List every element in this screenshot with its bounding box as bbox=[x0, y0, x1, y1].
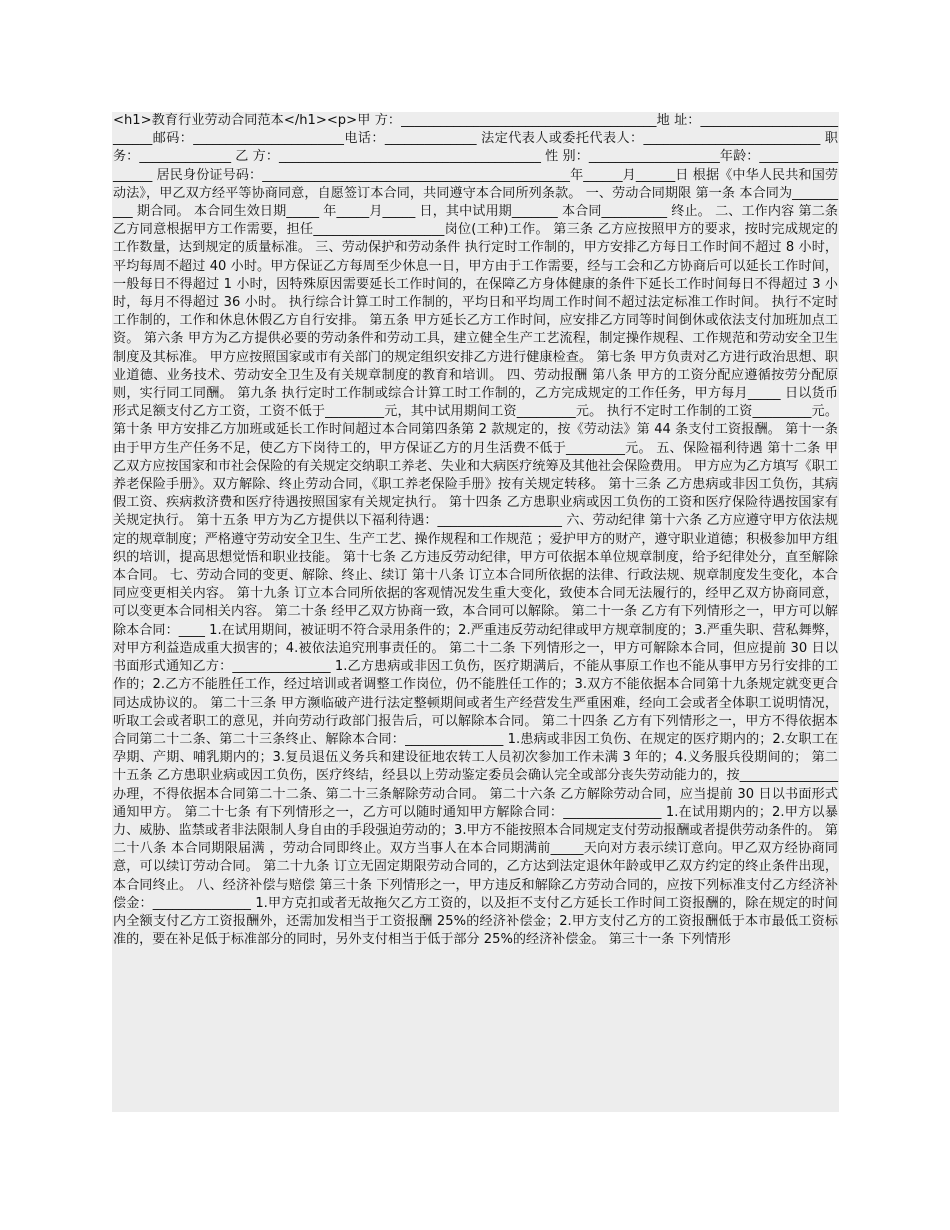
contract-body-text: <h1>教育行业劳动合同范本</h1><p>甲 方：_______________________________________地 址：___________________________邮码：_______________________电话：______________ 法定代表人或委托代表人：___________________________ 职务：______________ 乙 方：________________________________________ 性 别：____________________年龄：__________________ 居民身份证号码：_______________________________________________年______月______日 根据《中华人民共和国劳动法》，甲乙双方经平等协商同意，自愿签订本合同，共同遵守本合同所列条款。 一、劳动合同期限 第一条 本合同为__________ 期合同。 本合同生效日期_____ 年_____月_____ 日，其中试用期_______ 本合同__________ 终止。 二、工作内容 第二条 乙方同意根据甲方工作需要，担任____________________岗位(工种)工作。 第三条 乙方应按照甲方的要求，按时完成规定的工作数量，达到规定的质量标准。 三、劳动保护和劳动条件 执行定时工作制的，甲方安排乙方每日工作时间不超过 8 小时，平均每周不超过 40 小时。甲方保证乙方每周至少休息一日，甲方由于工作需要，经与工会和乙方协商后可以延长工作时间，一般每日不得超过 1 小时，因特殊原因需要延长工作时间的，在保障乙方身体健康的条件下延长工作时间每日不得超过 3 小时，每月不得超过 36 小时。 执行综合计算工时工作制的，平均日和平均周工作时间不超过法定标准工作时间。 执行不定时工作制的，工作和休息休假乙方自行安排。 第五条 甲方延长乙方工作时间，应安排乙方同等时间倒休或依法支付加班加点工资。 第六条 甲方为乙方提供必要的劳动条件和劳动工具，建立健全生产工艺流程，制定操作规程、工作规范和劳动安全卫生制度及其标准。 甲方应按照国家或市有关部门的规定组织安排乙方进行健康检查。 第七条 甲方负责对乙方进行政治思想、职业道德、业务技术、劳动安全卫生及有关规章制度的教育和培训。 四、劳动报酬 第八条 甲方的工资分配应遵循按劳分配原则，实行同工同酬。 第九条 执行定时工作制或综合计算工时工作制的，乙方完成规定的工作任务，甲方每月_____ 日以货币形式足额支付乙方工资，工资不低于_________元，其中试用期间工资_________元。 执行不定时工作制的工资_________元。 第十条 甲方安排乙方加班或延长工作时间超过本合同第四条第 2 款规定的，按《劳动法》第 44 条支付工资报酬。 第十一条 由于甲方生产任务不足，使乙方下岗待工的，甲方保证乙方的月生活费不低于_________元。 五、保险福利待遇 第十二条 甲乙双方应按国家和市社会保险的有关规定交纳职工养老、失业和大病医疗统筹及其他社会保险费用。 甲方应为乙方填写《职工养老保险手册》。双方解除、终止劳动合同，《职工养老保险手册》按有关规定转移。 第十三条 乙方患病或非因工负伤，其病假工资、疾病救济费和医疗待遇按照国家有关规定执行。 第十四条 乙方患职业病或因工负伤的工资和医疗保险待遇按国家有关规定执行。 第十五条 甲方为乙方提供以下福利待遇：___________________ 六、劳动纪律 第十六条 乙方应遵守甲方依法规定的规章制度；严格遵守劳动安全卫生、生产工艺、操作规程和工作规范 ；爱护甲方的财产，遵守职业道德；积极参加甲方组织的培训，提高思想觉悟和职业技能。 第十七条 乙方违反劳动纪律，甲方可依据本单位规章制度，给予纪律处分，直至解除本合同。 七、劳动合同的变更、解除、终止、续订 第十八条 订立本合同所依据的法律、行政法规、规章制度发生变化，本合同应变更相关内容。 第十九条 订立本合同所依据的客观情况发生重大变化，致使本合同无法履行的，经甲乙双方协商同意，可以变更本合同相关内容。 第二十条 经甲乙双方协商一致，本合同可以解除。 第二十一条 乙方有下列情形之一，甲方可以解除本合同：____ 1.在试用期间，被证明不符合录用条件的；2.严重违反劳动纪律或甲方规章制度的；3.严重失职、营私舞弊，对甲方利益造成重大损害的；4.被依法追究刑事责任的。 第二十二条 下列情形之一，甲方可解除本合同，但应提前 30 日以书面形式通知乙方：_______________ 1.乙方患病或非因工负伤，医疗期满后，不能从事原工作也不能从事甲方另行安排的工作的；2.乙方不能胜任工作，经过培训或者调整工作岗位，仍不能胜任工作的；3.双方不能依据本合同第十九条规定就变更合同达成协议的。 第二十三条 甲方濒临破产进行法定整顿期间或者生产经营发生严重困难，经向工会或者全体职工说明情况，听取工会或者职工的意见，并向劳动行政部门报告后，可以解除本合同。 第二十四条 乙方有下列情形之一，甲方不得依据本合同第二十二条、第二十三条终止、解除本合同：_______________ 1.患病或非因工负伤、在规定的医疗期内的；2.女职工在孕期、产期、哺乳期内的；3.复员退伍义务兵和建设征地农转工人员初次参加工作未满 3 年的；4.义务服兵役期间的； 第二十五条 乙方患职业病或因工负伤，医疗终结，经县以上劳动鉴定委员会确认完全或部分丧失劳动能力的，按_______________办理，不得依据本合同第二十二条、第二十三条解除劳动合同。 第二十六条 乙方解除劳动合同，应当提前 30 日以书面形式通知甲方。 第二十七条 有下列情形之一，乙方可以随时通知甲方解除合同：_______________ 1.在试用期内的；2.甲方以暴力、威胁、监禁或者非法限制人身自由的手段强迫劳动的；3.甲方不能按照本合同规定支付劳动报酬或者提供劳动条件的。 第二十八条 本合同期限届满 ，劳动合同即终止。双方当事人在本合同期满前_____天向对方表示续订意向。甲乙双方经协商同意，可以续订劳动合同。 第二十九条 订立无固定期限劳动合同的，乙方达到法定退休年龄或甲乙双方约定的终止条件出现，本合同终止。 八、经济补偿与赔偿 第三十条 下列情形之一，甲方违反和解除乙方劳动合同的，应按下列标准支付乙方经济补偿金：_______________ 1.甲方克扣或者无故拖欠乙方工资的，以及拒不支付乙方延长工作时间工资报酬的，除在规定的时间内全额支付乙方工资报酬外，还需加发相当于工资报酬 25%的经济补偿金；2.甲方支付乙方的工资报酬低于本市最低工资标准的，要在补足低于标准部分的同时，另外支付相当于低于部分 25%的经济补偿金。 第三十一条 下列情形 bbox=[113, 113, 838, 948]
document-page bbox=[112, 112, 839, 1112]
